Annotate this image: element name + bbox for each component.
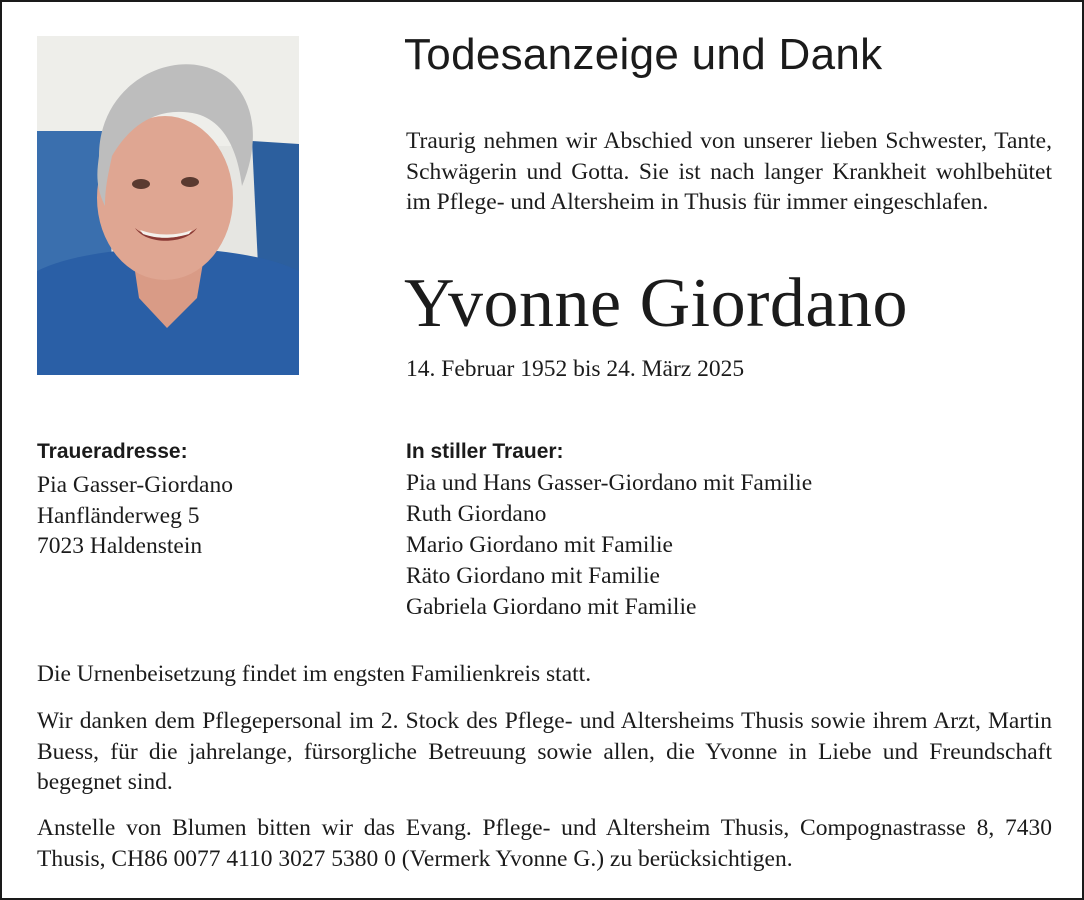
address-line: Pia Gasser-Giordano <box>37 472 233 498</box>
address-line: Hanfländerweg 5 <box>37 502 200 529</box>
mourners-heading: In stiller Trauer: <box>406 440 564 463</box>
portrait-photo <box>37 36 299 375</box>
life-dates: 14. Februar 1952 bis 24. März 2025 <box>406 356 745 382</box>
thanks-paragraph: Wir danken dem Pflegepersonal im 2. Stock des Pflege- und Altersheims Thusis sowie ihrem Arzt, Martin Buess, für die jahrelange, fürsorgliche Betreuung sowie allen, die Yvonne in Liebe und Freundschaft begegnet sind. <box>37 708 1052 795</box>
deceased-name: Yvonne Giordano <box>404 265 908 342</box>
burial-note: Die Urnenbeisetzung findet im engsten Familienkreis statt. <box>37 661 592 687</box>
intro-text: Traurig nehmen wir Abschied von unserer lieben Schwester, Tante, Schwägerin und Gotta. Sie ist nach langer Krankheit wohlbehütet im Pflege- und Altersheim in Thusis für immer eingeschlafen. <box>406 128 1052 215</box>
address-line: 7023 Haldenstein <box>37 533 203 559</box>
mourners-list <box>406 468 812 623</box>
notice-heading: Todesanzeige und Dank <box>404 30 883 79</box>
address-block <box>37 470 233 562</box>
mourner-entry: Gabriela Giordano mit Familie <box>406 594 697 620</box>
address-heading: Traueradresse: <box>37 440 188 463</box>
portrait-photo-icon <box>37 36 299 375</box>
donation-paragraph: Anstelle von Blumen bitten wir das Evang. Pflege- und Altersheim Thusis, Compognastrasse 8, 7430 Thusis, CH86 0077 4110 3027 5380 0 (Vermerk Yvonne G.) zu berücksichtigen. <box>37 815 1052 872</box>
mourner-entry: Räto Giordano mit Familie <box>406 563 660 589</box>
mourner-entry: Mario Giordano mit Familie <box>406 532 673 558</box>
mourner-entry: Ruth Giordano <box>406 501 547 527</box>
mourner-entry: Pia und Hans Gasser-Giordano mit Familie <box>406 470 813 496</box>
